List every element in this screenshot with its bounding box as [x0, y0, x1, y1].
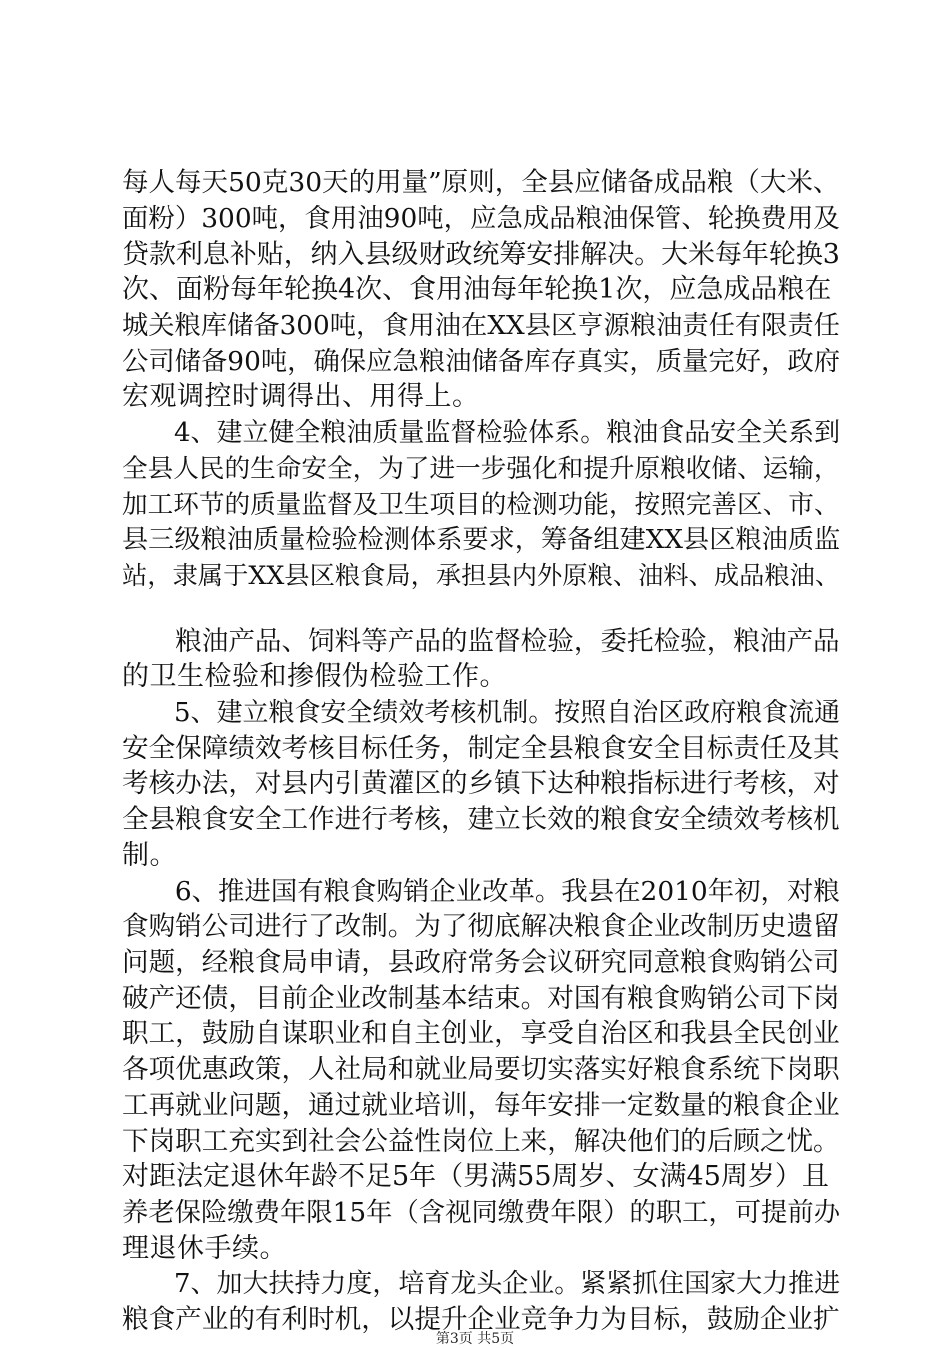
text-line: 的卫生检验和掺假伪检验工作。 [122, 661, 507, 692]
text-line: 6、推进国有粮食购销企业改革。我县在2010年初，对粮 [122, 876, 840, 907]
text-line: 面粉）300吨，食用油90吨，应急成品粮油保管、轮换费用及 [122, 203, 840, 234]
text-line: 对距法定退休年龄不足5年（男满55周岁、女满45周岁）且 [122, 1161, 829, 1192]
text-line: 养老保险缴费年限15年（含视同缴费年限）的职工，可提前办 [122, 1198, 841, 1228]
text-line: 全县人民的生命安全，为了进一步强化和提升原粮收储、运输， [122, 454, 840, 484]
text-line: 5、建立粮食安全绩效考核机制。按照自治区政府粮食流通 [122, 698, 841, 728]
text-line: 粮油产品、饲料等产品的监督检验，委托检验，粮油产品 [122, 626, 840, 657]
text-line: 理退休手续。 [122, 1233, 287, 1264]
text-line: 考核办法，对县内引黄灌区的乡镇下达种粮指标进行考核，对 [122, 768, 840, 799]
text-line: 问题，经粮食局申请，县政府常务会议研究同意粮食购销公司 [122, 947, 840, 978]
text-line: 破产还债，目前企业改制基本结束。对国有粮食购销公司下岗 [122, 983, 840, 1014]
text-line: 下岗职工充实到社会公益性岗位上来，解决他们的后顾之忧。 [122, 1126, 840, 1157]
text-line: 县三级粮油质量检验检测体系要求，筹备组建XX县区粮油质监 [122, 525, 841, 555]
text-line: 职工，鼓励自谋职业和自主创业，享受自治区和我县全民创业 [122, 1018, 840, 1049]
text-line: 4、建立健全粮油质量监督检验体系。粮油食品安全关系到 [122, 418, 841, 448]
text-line: 每人每天50克30天的用量”原则，全县应储备成品粮（大米、 [122, 167, 840, 198]
text-line: 贷款利息补贴，纳入县级财政统筹安排解决。大米每年轮换3 [122, 239, 840, 270]
text-line: 公司储备90吨，确保应急粮油储备库存真实，质量完好，政府 [122, 347, 841, 377]
text-line: 粮食产业的有利时机，以提升企业竞争力为目标，鼓励企业扩 [122, 1304, 840, 1335]
page-footer: 第3页 共5页 [435, 1331, 515, 1347]
text-line: 7、加大扶持力度，培育龙头企业。紧紧抓住国家大力推进 [122, 1269, 841, 1299]
text-line: 各项优惠政策，人社局和就业局要切实落实好粮食系统下岗职 [122, 1054, 840, 1085]
text-line: 安全保障绩效考核目标任务，制定全县粮食安全目标责任及其 [122, 733, 840, 764]
text-line: 加工环节的质量监督及卫生项目的检测功能，按照完善区、市、 [122, 490, 840, 520]
text-line: 次、面粉每年轮换4次、食用油每年轮换1次，应急成品粮在 [122, 274, 832, 305]
text-line: 食购销公司进行了改制。为了彻底解决粮食企业改制历史遗留 [122, 911, 840, 942]
text-line: 城关粮库储备300吨，食用油在XX县区亨源粮油责任有限责任 [122, 311, 840, 341]
text-line: 工再就业问题，通过就业培训，每年安排一定数量的粮食企业 [122, 1090, 840, 1121]
text-line: 站，隶属于XX县区粮食局，承担县内外原粮、油料、成品粮油、 [122, 561, 841, 590]
text-line: 制。 [122, 840, 177, 871]
text-line: 宏观调控时调得出、用得上。 [122, 381, 480, 412]
text-line: 全县粮食安全工作进行考核，建立长效的粮食安全绩效考核机 [122, 804, 840, 835]
